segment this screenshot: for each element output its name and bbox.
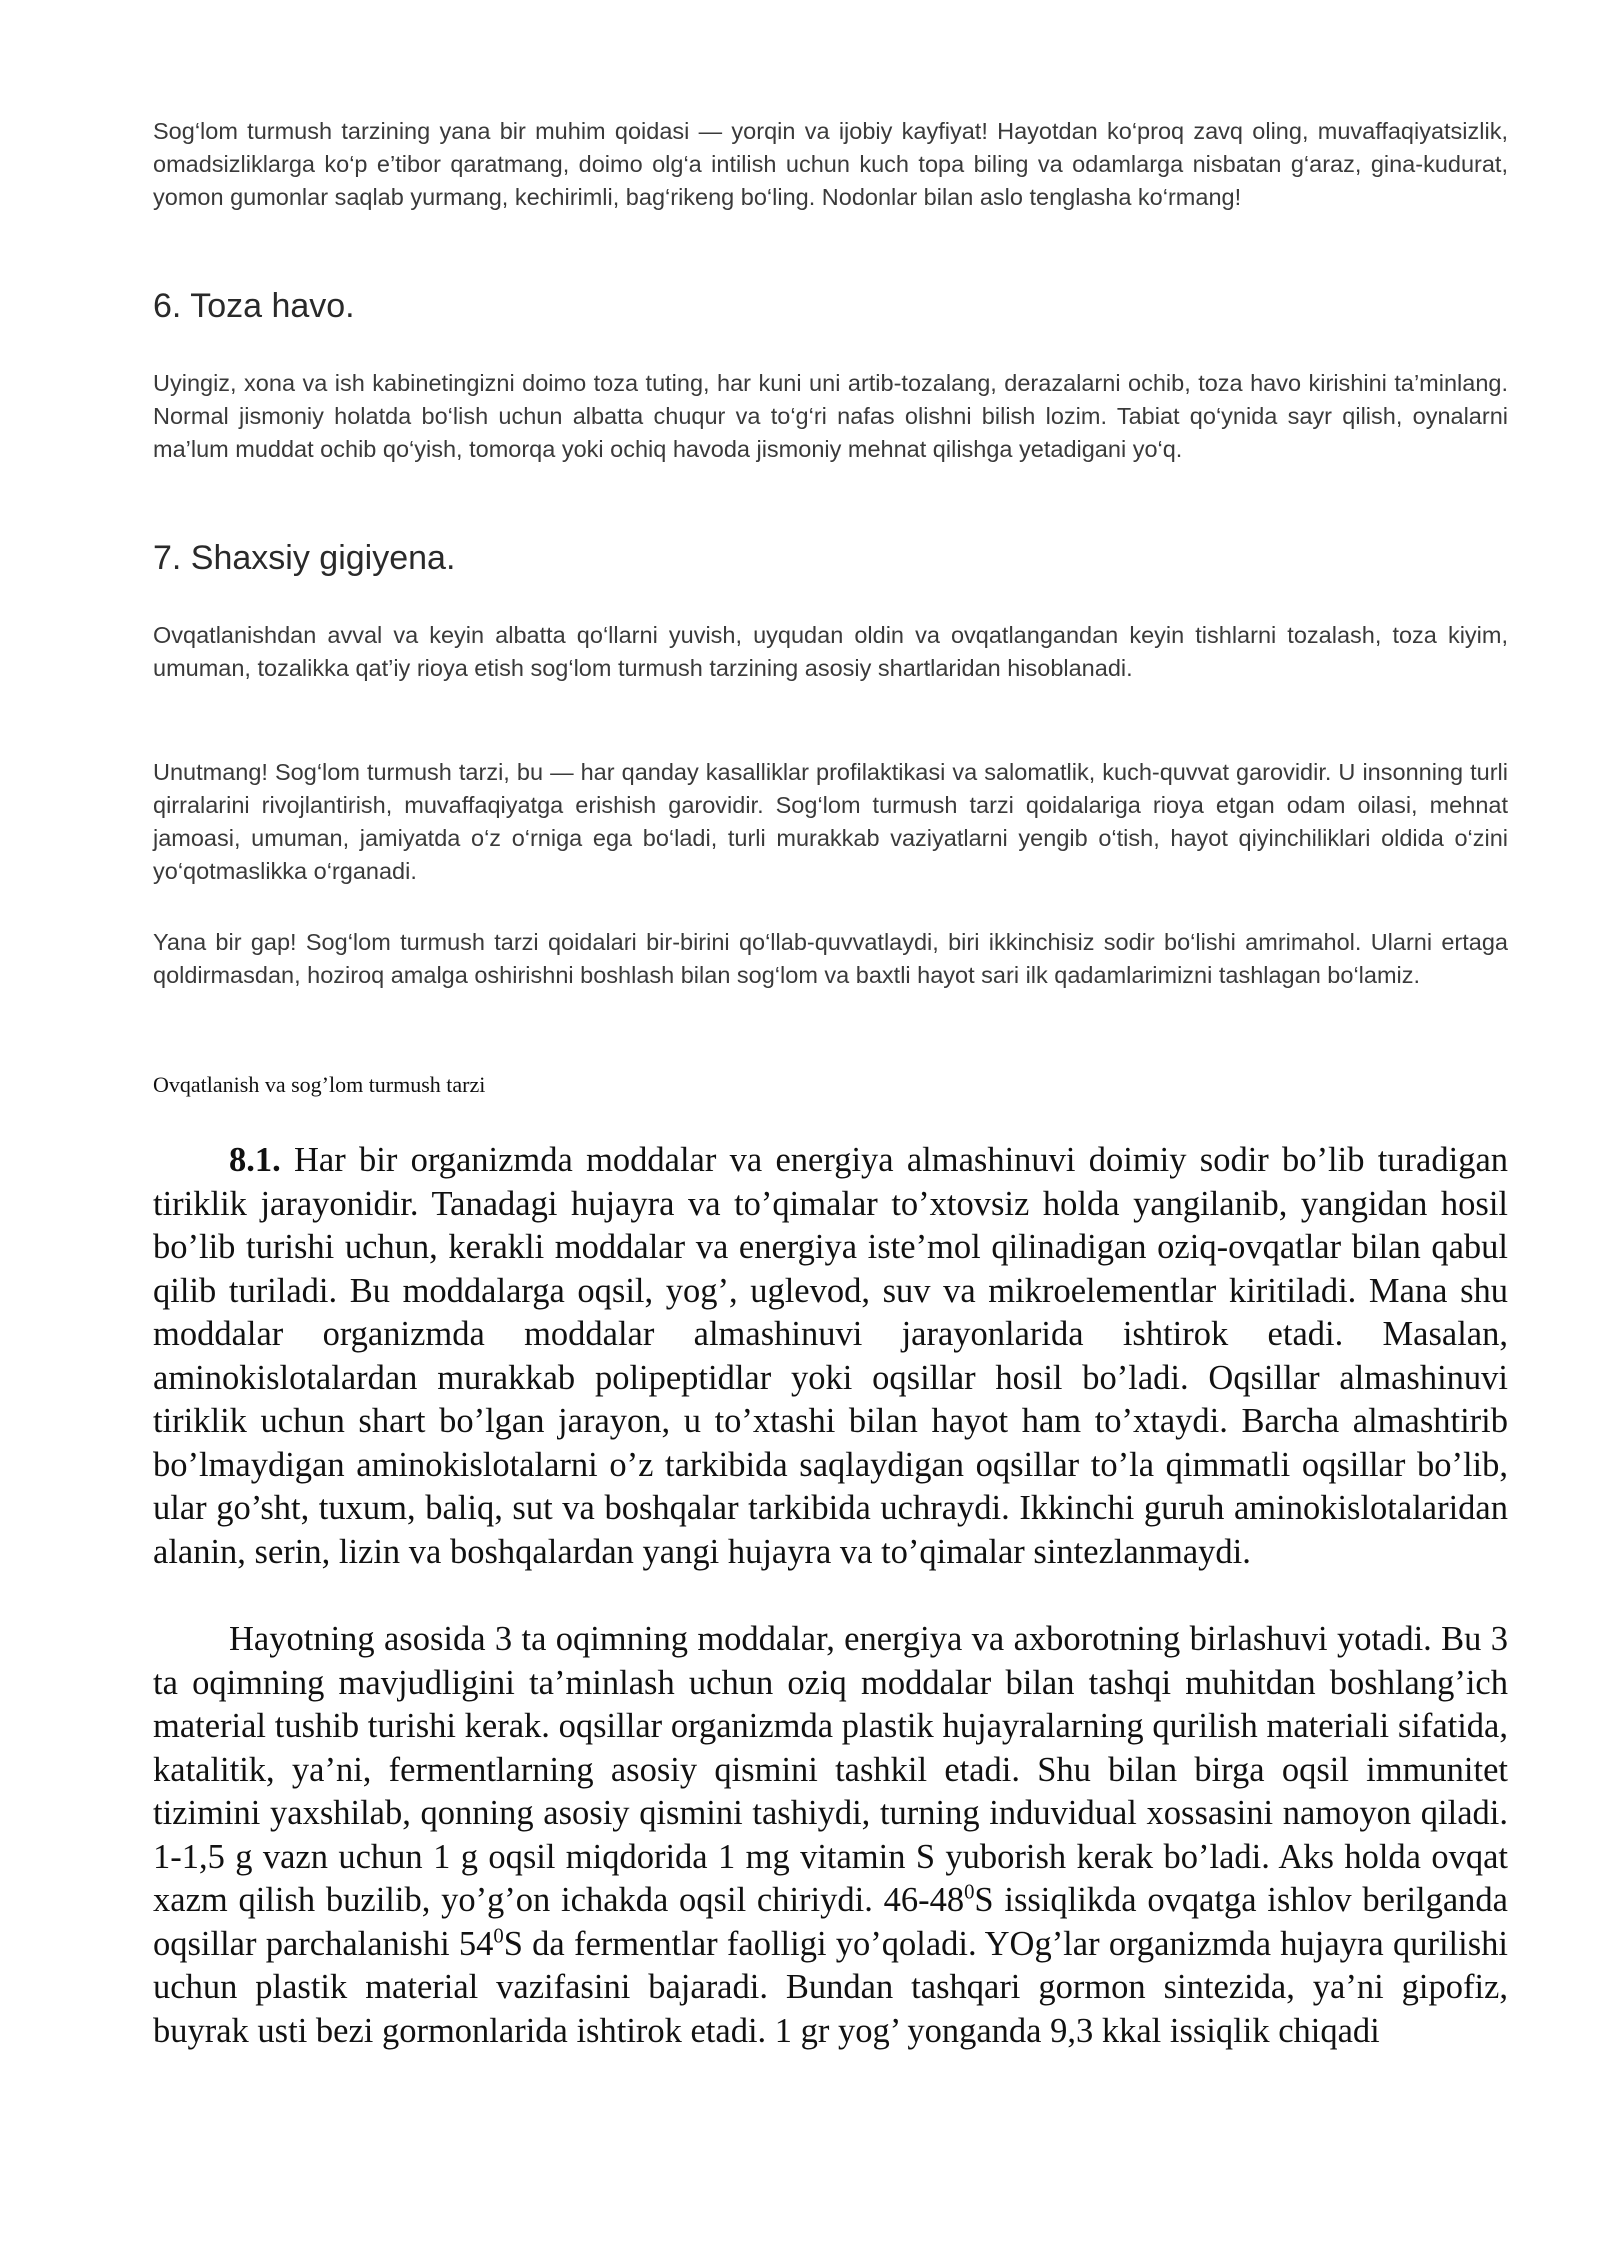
paragraph-2-text-c: S da fermentlar faolligi yo’qoladi. YOg’lar organizmda hujayra qurilishi uchun plastik material vazifasini bajaradi. Bundan tashqari gormon sintezida, ya’ni gipofiz, buyrak usti bezi gormonlarida ishtirok etadi. 1 gr yog’ yonganda 9,3 kkal issiqlik chiqadi [153,1924,1508,2050]
section-7-text: Ovqatlanishdan avval va keyin albatta qo‘llarni yuvish, uyqudan oldin va ovqatlangandan keyin tishlarni tozalash, toza kiyim, umuman, tozalikka qat’iy rioya etish sog‘lom turmush tarzining asosiy shartlaridan hisoblanadi. [153,622,1508,681]
section-7-heading: 7. Shaxsiy gigiyena. [153,539,456,577]
section-8-1-paragraph-1 [153,1139,1508,1574]
paragraph-2-text-b: S issiqlikda ovqatga ishlov berilganda oqsillar parchalanishi 54 [153,1881,1508,1963]
paragraph-1-text: Har bir organizmda moddalar va energiya almashinuvi doimiy sodir bo’lib turadigan tiriklik jarayonidir. Tanadagi hujayra va to’qimalar to’xtovsiz holda yangilanib, yangidan hosil bo’lib turishi uchun, kerakli moddalar va energiya iste’mol qilinadigan oziq-ovqatlar bilan qabul qilib turiladi. Bu moddalarga oqsil, yog’, uglevod, suv va mikroelementlar kiritiladi. Mana shu moddalar organizmda moddalar almashinuvi jarayonlarida ishtirok etadi. Masalan, aminokislotalardan murakkab polipeptidlar yoki oqsillar hosil bo’ladi. Oqsillar almashinuvi tiriklik uchun shart bo’lgan jarayon, u to’xtashi bilan hayot ham to’xtaydi. Barcha almashtirib bo’lmaydigan aminokislotalarni o’z tarkibida saqlaydigan oqsillar to’la qimmatli oqsillar bo’lib, ular go’sht, tuxum, baliq, sut va boshqalar tarkibida uchraydi. Ikkinchi guruh aminokislotalaridan alanin, serin, lizin va boshqalardan yangi hujayra va to’qimalar sintezlanmaydi. [153,1141,1509,1571]
section-caption: Ovqatlanish va sog’lom turmush tarzi [153,1072,486,1097]
section-number: 8.1. [229,1141,281,1179]
section-6-heading: 6. Toza havo. [153,287,355,325]
section-6-text: Uyingiz, xona va ish kabinetingizni doimo toza tuting, har kuni uni artib-tozalang, derazalarni ochib, toza havo kirishini ta’minlang. Normal jismoniy holatda bo‘lish uchun albatta chuqur va to‘g‘ri nafas olishni bilish lozim. Tabiat qo‘ynida sayr qilish, oynalarni ma’lum muddat ochib qo‘yish, tomorqa yoki ochiq havoda jismoniy mehnat qilishga yetadigani yo‘q. [153,370,1508,462]
section-8-1-paragraph-2 [153,1618,1508,2053]
closing-paragraph: Yana bir gap! Sog‘lom turmush tarzi qoidalari bir-birini qo‘llab-quvvatlaydi, biri ikkinchisiz sodir bo‘lishi amrimahol. Ularni ertaga qoldirmasdan, hoziroq amalga oshirishni boshlash bilan sog‘lom va baxtli hayot sari ilk qadamlarimizni tashlagan bo‘lamiz. [153,929,1508,988]
superscript-0: 0 [964,1881,975,1904]
reminder-paragraph: Unutmang! Sog‘lom turmush tarzi, bu — har qanday kasalliklar profilaktikasi va salomatlik, kuch-quvvat garovidir. U insonning turli qirralarini rivojlantirish, muvaffaqiyatga erishish garovidir. Sog‘lom turmush tarzi qoidalariga rioya etgan odam oilasi, mehnat jamoasi, umuman, jamiyatda o‘z o‘rniga ega bo‘ladi, turli murakkab vaziyatlarni yengib o‘tish, hayot qiyinchiliklari oldida o‘zini yo‘qotmaslikka o‘rganadi. [153,759,1508,884]
superscript-0-second: 0 [493,1925,504,1947]
intro-paragraph: Sog‘lom turmush tarzining yana bir muhim qoidasi — yorqin va ijobiy kayfiyat! Hayotdan ko‘proq zavq oling, muvaffaqiyatsizlik, omadsizliklarga ko‘p e’tibor qaratmang, doimo olg‘a intilish uchun kuch topa biling va odamlarga nisbatan g‘araz, gina-kudurat, yomon gumonlar saqlab yurmang, kechirimli, bag‘rikeng bo‘ling. Nodonlar bilan aslo tenglasha ko‘rmang! [153,118,1508,210]
paragraph-2-text-a: Hayotning asosida 3 ta oqimning moddalar, energiya va axborotning birlashuvi yotadi. Bu 3 ta oqimning mavjudligini ta’minlash uchun oziq moddalar bilan tashqi muhitdan boshlang’ich material tushib turishi kerak. oqsillar organizmda plastik hujayralarning qurilish materiali sifatida, katalitik, ya’ni, fermentlarning asosiy qismini tashkil etadi. Shu bilan birga oqsil immunitet tizimini yaxshilab, qonning asosiy qismini tashiydi, turning induvidual xossasini namoyon qiladi. 1-1,5 g vazn uchun 1 g oqsil miqdorida 1 mg vitamin S yuborish kerak bo’ladi. Aks holda ovqat xazm qilish buzilib, yo’g’on ichakda oqsil chiriydi. 46-48 [153,1620,1508,1919]
